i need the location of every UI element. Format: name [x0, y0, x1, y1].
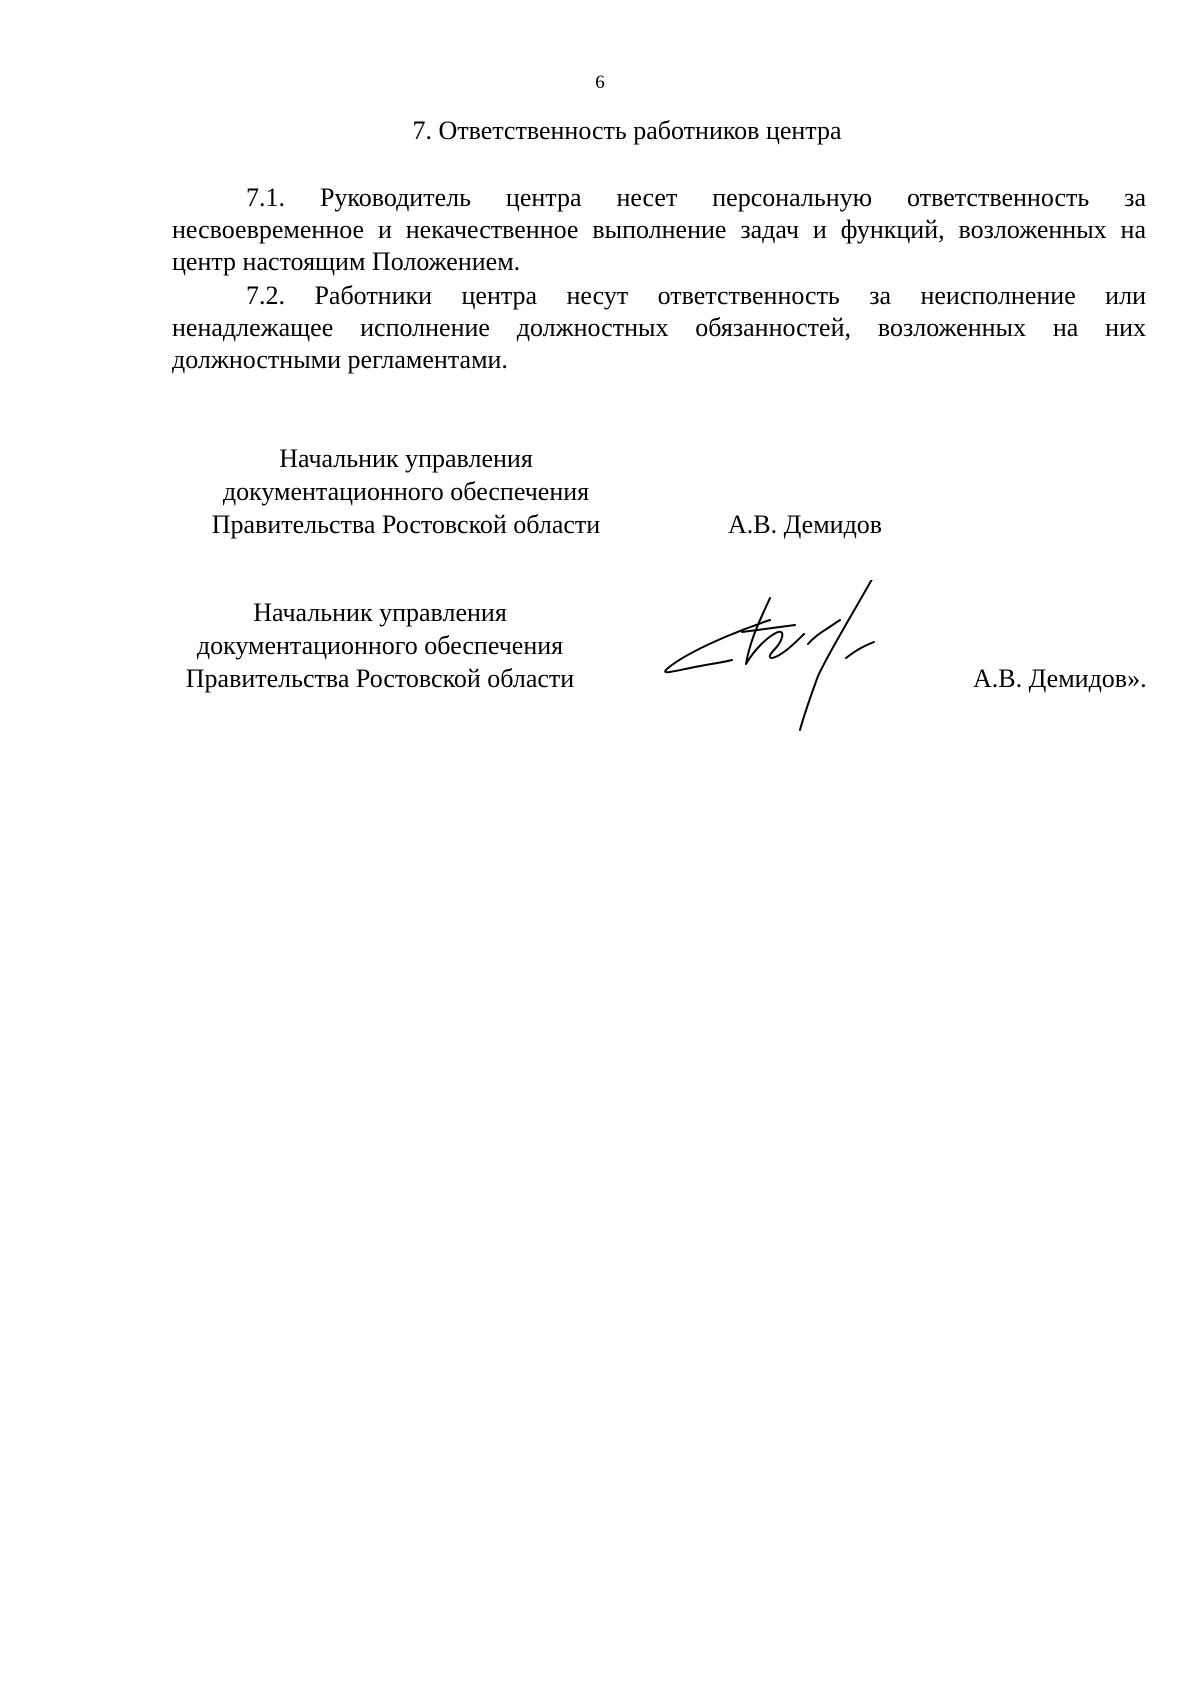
signatory-name: А.В. Демидов	[728, 510, 883, 539]
page-number: 6	[595, 72, 605, 93]
handwritten-signature	[650, 580, 940, 740]
signatory-title-line: Начальник управления	[253, 598, 507, 627]
signatory-title-line: документационного обеспечения	[196, 631, 564, 660]
signatory-title-line: Правительства Ростовской области	[185, 664, 575, 693]
signatory-name: А.В. Демидов».	[973, 664, 1147, 693]
signatory-title-line: Правительства Ростовской области	[211, 510, 601, 539]
signatory-title-line: Начальник управления	[279, 444, 533, 473]
section-title: 7. Ответственность работников центра	[412, 116, 842, 145]
paragraph-7-2: 7.2. Работники центра несут ответственность за неисполнение или ненадлежащее исполнение должностных обязанностей, возложенных на них должностными регламентами.	[172, 281, 1146, 374]
signatory-title	[150, 596, 610, 695]
signatory-title	[176, 442, 636, 541]
paragraph-7-1: 7.1. Руководитель центра несет персональную ответственность за несвоевременное и некачественное выполнение задач и функций, возложенных на центр настоящим Положением.	[172, 183, 1146, 276]
signatory-title-line: документационного обеспечения	[222, 477, 590, 506]
